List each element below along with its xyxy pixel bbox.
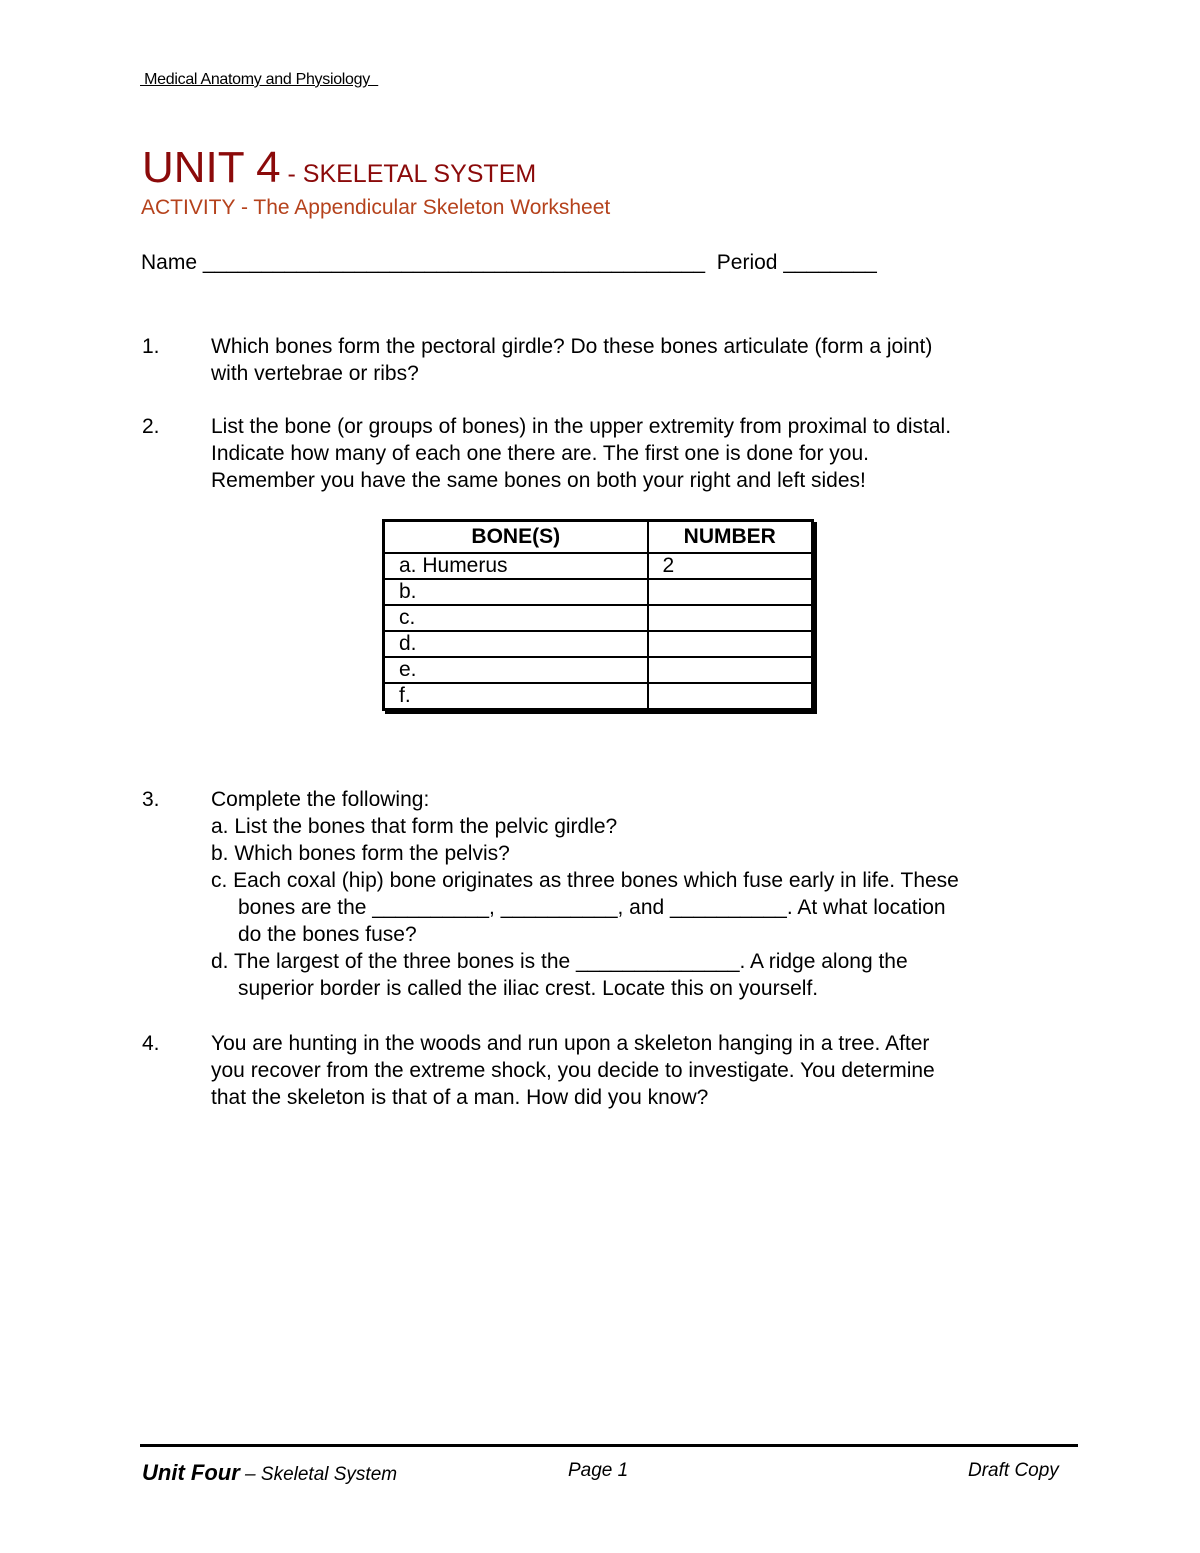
course-header: Medical Anatomy and Physiology	[140, 71, 379, 88]
question-4-line: You are hunting in the woods and run upon a skeleton hanging in a tree. After	[211, 1032, 930, 1055]
bone-cell[interactable]: f.	[384, 683, 648, 710]
table-row	[384, 657, 813, 683]
question-1-line: Which bones form the pectoral girdle? Do these bones articulate (form a joint)	[211, 335, 933, 358]
bone-cell[interactable]: d.	[384, 631, 648, 657]
question-3-part-a: a. List the bones that form the pelvic girdle?	[211, 815, 618, 838]
table-row	[384, 553, 813, 579]
bone-cell[interactable]: b.	[384, 579, 648, 605]
name-label: Name	[141, 251, 198, 274]
number-cell[interactable]	[648, 683, 813, 710]
question-4-line: that the skeleton is that of a man. How did you know?	[211, 1086, 709, 1109]
period-label: Period	[716, 251, 778, 274]
question-3-part-c: c. Each coxal (hip) bone originates as three bones which fuse early in life. These	[211, 869, 959, 892]
question-3-part-b: b. Which bones form the pelvis?	[211, 842, 510, 865]
name-period-line	[141, 251, 877, 275]
question-3-part-c: bones are the __________, __________, and __________. At what location	[238, 896, 946, 919]
question-2-line: Indicate how many of each one there are. The first one is done for you.	[211, 442, 870, 465]
question-3-part-d: superior border is called the iliac crest. Locate this on yourself.	[238, 977, 819, 1000]
table-row	[384, 683, 813, 710]
activity-title: ACTIVITY - The Appendicular Skeleton Worksheet	[141, 196, 611, 219]
bones-table	[382, 519, 814, 711]
question-3-part-d: d. The largest of the three bones is the ______________. A ridge along the	[211, 950, 908, 973]
name-blank[interactable]: ___________________________________________	[202, 251, 706, 274]
footer-subject: Skeletal System	[260, 1464, 398, 1485]
question-4-number: 4.	[142, 1032, 160, 1055]
question-1	[211, 333, 1081, 387]
question-4-line: you recover from the extreme shock, you decide to investigate. You determine	[211, 1059, 935, 1082]
question-3-number: 3.	[142, 788, 160, 811]
number-cell: 2	[648, 553, 813, 579]
table-row	[384, 631, 813, 657]
question-3-intro: Complete the following:	[211, 788, 430, 811]
period-blank[interactable]: ________	[783, 251, 877, 274]
footer-unit-name: Unit Four	[142, 1460, 240, 1485]
table-header-row	[384, 521, 813, 554]
number-cell[interactable]	[648, 605, 813, 631]
bones-column-header: BONE(S)	[384, 521, 648, 554]
unit-subject: - SKELETAL SYSTEM	[280, 160, 537, 188]
footer-unit	[142, 1460, 397, 1486]
question-3-part-c: do the bones fuse?	[238, 923, 417, 946]
bone-cell: a. Humerus	[384, 553, 648, 579]
table-row	[384, 605, 813, 631]
question-2-number: 2.	[142, 415, 160, 438]
question-4	[211, 1030, 1081, 1111]
footer-page-number: Page 1	[568, 1460, 629, 1481]
question-3	[211, 786, 1081, 1002]
question-1-line: with vertebrae or ribs?	[211, 362, 419, 385]
bone-cell[interactable]: c.	[384, 605, 648, 631]
unit-title	[142, 143, 536, 193]
number-cell[interactable]	[648, 579, 813, 605]
number-cell[interactable]	[648, 631, 813, 657]
question-2-line: Remember you have the same bones on both your right and left sides!	[211, 469, 866, 492]
unit-number: UNIT 4	[142, 143, 281, 192]
footer-divider	[140, 1444, 1078, 1447]
table-row	[384, 579, 813, 605]
bone-cell[interactable]: e.	[384, 657, 648, 683]
footer-status: Draft Copy	[968, 1460, 1059, 1481]
question-1-number: 1.	[142, 335, 160, 358]
footer-dash: –	[239, 1464, 261, 1485]
number-cell[interactable]	[648, 657, 813, 683]
number-column-header: NUMBER	[648, 521, 813, 554]
question-2-line: List the bone (or groups of bones) in the upper extremity from proximal to distal.	[211, 415, 952, 438]
question-2	[211, 413, 1081, 494]
